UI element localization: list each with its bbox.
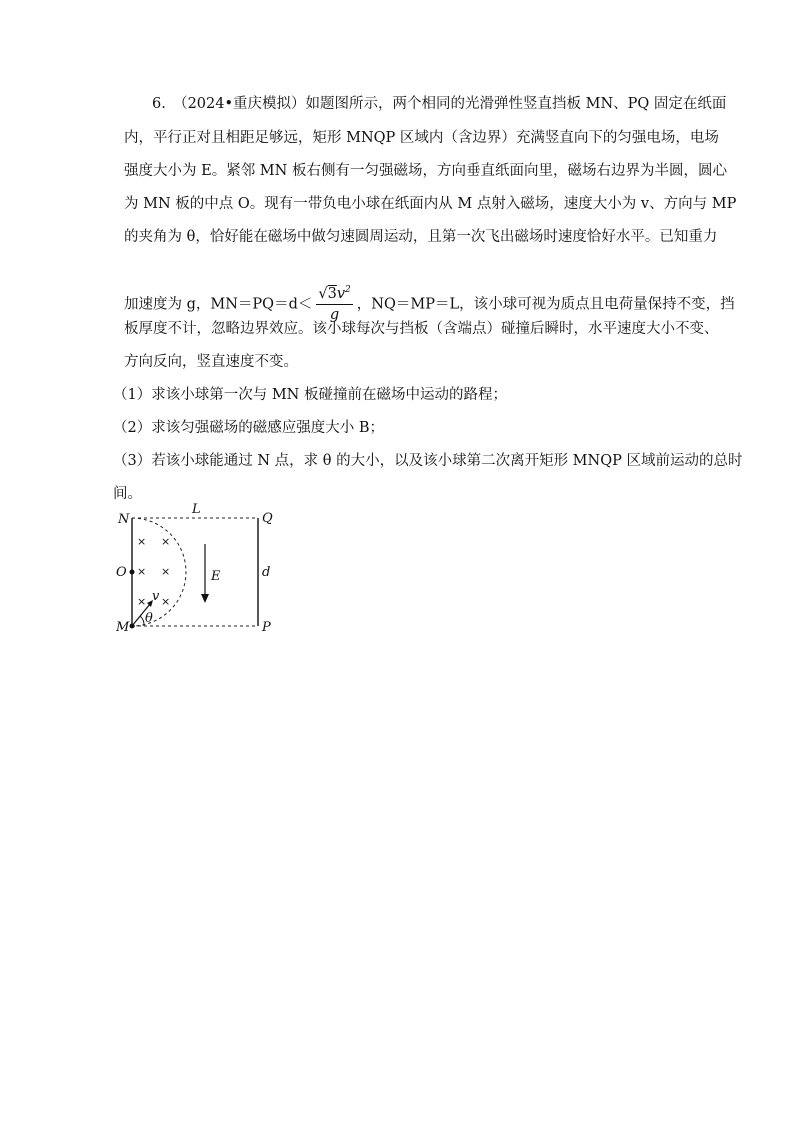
label-d: d [262,565,271,580]
label-l: L [192,502,201,517]
field-cross: × [137,535,147,548]
problem-line-5: 的夹角为 θ，恰好能在磁场中做匀速圆周运动，且第一次飞出磁场时速度恰好水平。已知重力 [124,229,718,245]
line6-before: 加速度为 g，MN＝PQ＝d＜ [124,296,313,313]
question-3: （3）若该小球能通过 N 点，求 θ 的大小，以及该小球第二次离开矩形 MNQP 区域前运动的总时 [113,453,743,469]
problem-line-3: 强度大小为 E。紧邻 MN 板右侧有一匀强磁场，方向垂直纸面向里，磁场右边界为半圆，圆心 [124,163,727,179]
question-3-continued: 间。 [113,486,142,502]
label-p: P [262,620,271,635]
fraction-exponent: 2 [345,285,351,295]
label-m: M [116,620,130,635]
fraction-denominator: g [329,306,340,323]
question-2: （2）求该匀强磁场的磁感应强度大小 B； [113,420,384,436]
label-q: Q [262,511,273,526]
fraction-numerator [316,280,352,305]
physics-diagram [108,500,298,640]
electric-field-arrowhead [201,594,209,603]
field-cross: × [137,595,147,608]
line6-after: ，NQ＝MP＝L，该小球可视为质点且电荷量保持不变，挡 [356,296,735,313]
field-cross: × [161,565,171,578]
point-o [130,570,135,575]
problem-line-7: 板厚度不计，忽略边界效应。该小球每次与挡板（含端点）碰撞后瞬时，水平速度大小不变、 [124,321,719,337]
label-o: O [116,565,127,580]
problem-line-1: 6. （2024•重庆模拟）如题图所示，两个相同的光滑弹性竖直挡板 MN、PQ 固定在纸面 [152,96,727,112]
point-m [130,624,135,629]
label-theta: θ [145,611,153,626]
sqrt-symbol: √ [318,285,328,302]
question-1: （1）求该小球第一次与 MN 板碰撞前在磁场中运动的路程； [113,387,507,403]
problem-line-4: 为 MN 板的中点 O。现有一带负电小球在纸面内从 M 点射入磁场，速度大小为 v、方向与 MP [124,196,737,212]
label-n: N [118,512,130,527]
field-cross: × [161,535,171,548]
label-e: E [211,569,221,584]
problem-line-2: 内，平行正对且相距足够远，矩形 MNQP 区域内（含边界）充满竖直向下的匀强电场，电场 [124,130,719,146]
fraction-v: v [336,285,346,302]
field-cross: × [137,565,147,578]
sqrt-radicand: 3 [327,285,337,302]
field-cross: × [161,595,171,608]
label-v: v [152,589,160,604]
problem-line-8: 方向反向，竖直速度不变。 [124,354,298,370]
